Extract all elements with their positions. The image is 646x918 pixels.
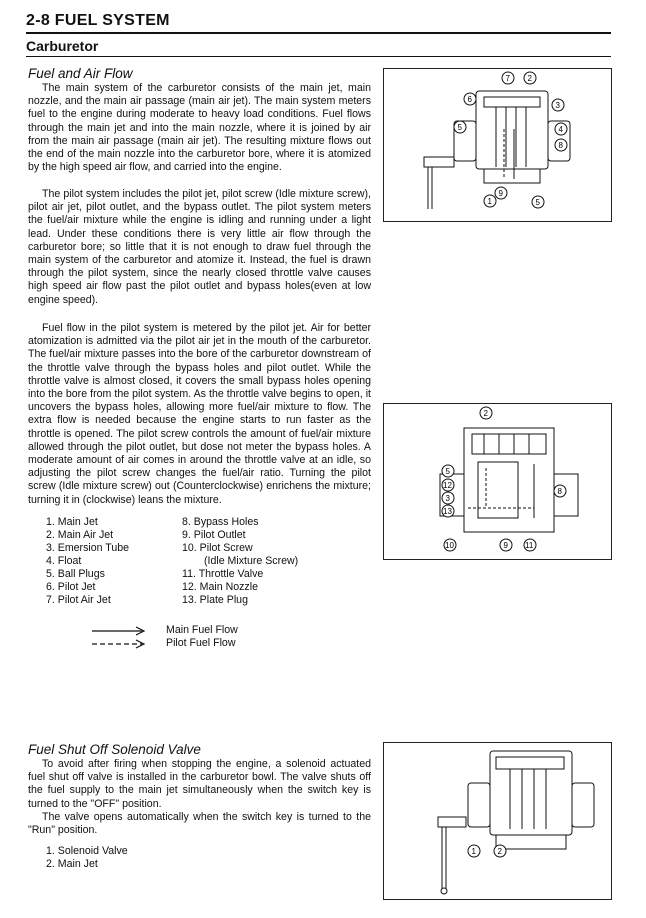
legend-item: 3. Emersion Tube — [46, 542, 130, 554]
callout-label: 1 — [471, 847, 476, 856]
callout-group — [442, 407, 566, 551]
legend-left — [46, 516, 176, 607]
section-rule — [26, 56, 611, 57]
callout-label: 2 — [527, 74, 532, 83]
callout-group — [468, 845, 506, 857]
dashed-arrow-icon — [92, 639, 148, 649]
solid-arrow-icon — [92, 626, 148, 636]
callout-label: 3 — [445, 494, 450, 503]
fuel-air-flow-heading: Fuel and Air Flow — [28, 66, 133, 81]
header-rule — [26, 32, 611, 34]
legend-item: 12. Main Nozzle — [182, 581, 258, 593]
flow-pilot-label: Pilot Fuel Flow — [166, 637, 236, 649]
carburetor-figure-1 — [383, 68, 612, 222]
carburetor-diagram-1 — [384, 69, 611, 221]
shutoff-para-2 — [28, 811, 371, 837]
flow-key — [92, 624, 238, 650]
shutoff-para-1-text: To avoid after firing when stopping the engine, a solenoid actuated fuel shut off valve is installed in the carburetor bowl. The valve shuts off the fuel supply to the main jet simultaneously when the switch key is turned to the "OFF" position. — [28, 758, 371, 810]
shutoff-legend — [46, 845, 128, 871]
callout-label: 2 — [483, 409, 488, 418]
legend-item: 10. Pilot Screw — [182, 542, 253, 554]
legend-item: 6. Pilot Jet — [46, 581, 96, 593]
legend-item: 7. Pilot Air Jet — [46, 594, 111, 606]
para-2-text: The pilot system includes the pilot jet, pilot screw (Idle mixture screw), pilot air jet, pilot outlet, and the bypass outlet. The pilot system meters the fuel/air mixture while the engine is idling and running under a light lead. Under these conditions there is very little air flow through the carburetor bore; so little that it is not enough to draw fuel through the main system of the carburetor and atomize it. Instead, the fuel is drawn through the pilot system, since the nearly closed throttle valve causes high speed air flow past the pilot outlet and bypass holes(even at low engine speed). — [28, 188, 371, 306]
shutoff-para-1 — [28, 758, 371, 811]
legend-item: 8. Bypass Holes — [182, 516, 259, 528]
page-title: 2-8 FUEL SYSTEM — [26, 12, 170, 29]
legend-item: 1. Main Jet — [46, 516, 98, 528]
callout-label: 8 — [557, 487, 562, 496]
callout-label: 1 — [487, 197, 492, 206]
para-3-text: Fuel flow in the pilot system is metered by the pilot jet. Air for better atomization is admitted via the pilot air jet in the mouth of the carburetor. The fuel/air mixture passes into the bore of the carburetor downstream of the throttle valve through the bypass holes and pilot outlet. While the throttle valve is almost closed, it covers the small bypass holes opening into the bore from the pilot system. As the throttle valve begins to open, it uncovers the bypass holes, allowing more fuel/air mixture to flow. The extra flow is needed because the engine starts to run faster as the throttle is opened. The pilot screw controls the amount of fuel/air mixture allowed through the pilot outlet, but dose not meter the bypass holes. A moderate amount of air comes in around the throttle valve at an idle, so adjusting the pilot screw changes the fuel/air ratio. Turning the pilot screw (Idle mixture screw) out (Counterclockwise) enrichens the mixture; turning it in (clockwise) leans the mixture. — [28, 322, 371, 506]
legend-item: 11. Throttle Valve — [182, 568, 264, 580]
carburetor-figure-3 — [383, 742, 612, 900]
legend-item: 2. Main Air Jet — [46, 529, 114, 541]
legend-item: 5. Ball Plugs — [46, 568, 105, 580]
callout-label: 4 — [558, 125, 563, 134]
section-title: Carburetor — [26, 38, 99, 54]
legend-item: 9. Pilot Outlet — [182, 529, 246, 541]
legend-item: 4. Float — [46, 555, 82, 567]
carburetor-diagram-3 — [384, 743, 611, 899]
fuel-air-flow-para-3 — [28, 322, 371, 507]
flow-key-pilot — [92, 637, 238, 650]
callout-label: 2 — [497, 847, 502, 856]
flow-main-label: Main Fuel Flow — [166, 624, 238, 636]
flow-key-main — [92, 624, 238, 637]
legend-item: (Idle Mixture Screw) — [204, 555, 299, 567]
para-1-text: The main system of the carburetor consists of the main jet, main nozzle, and the main air passage (main air jet). The main system meters fuel to the engine during moderate to heavy load conditions. Fuel flows through the main jet and into the main nozzle, where it is joined by air from the main air passage (main air jet). The resulting mixture flows out the end of the main nozzle into the carburetor bore, where it is atomized by the high speed air flow, and carried into the engine. — [28, 82, 371, 174]
callout-label: 3 — [555, 101, 560, 110]
shutoff-para-2-text: The valve opens automatically when the switch key is turned to the "Run" position. — [28, 811, 371, 837]
legend-item: 2. Main Jet — [46, 858, 98, 870]
legend-item: 1. Solenoid Valve — [46, 845, 128, 857]
callout-label: 12 — [443, 481, 452, 490]
legend-right — [182, 516, 342, 607]
callout-label: 5 — [445, 467, 450, 476]
carburetor-figure-2 — [383, 403, 612, 560]
shutoff-heading: Fuel Shut Off Solenoid Valve — [28, 742, 201, 757]
legend-item: 13. Plate Plug — [182, 594, 248, 606]
callout-label: 10 — [445, 541, 454, 550]
callout-label: 6 — [467, 95, 472, 104]
callout-label: 5 — [535, 198, 540, 207]
callout-label: 13 — [443, 507, 452, 516]
carburetor-diagram-2 — [384, 404, 611, 559]
callout-label: 8 — [558, 141, 563, 150]
callout-label: 9 — [503, 541, 508, 550]
callout-label: 5 — [457, 123, 462, 132]
callout-label: 7 — [505, 74, 510, 83]
fuel-air-flow-para-2 — [28, 188, 371, 307]
callout-label: 11 — [525, 541, 534, 550]
callout-label: 9 — [498, 189, 503, 198]
fuel-air-flow-para-1 — [28, 82, 371, 174]
callout-group — [454, 72, 567, 208]
